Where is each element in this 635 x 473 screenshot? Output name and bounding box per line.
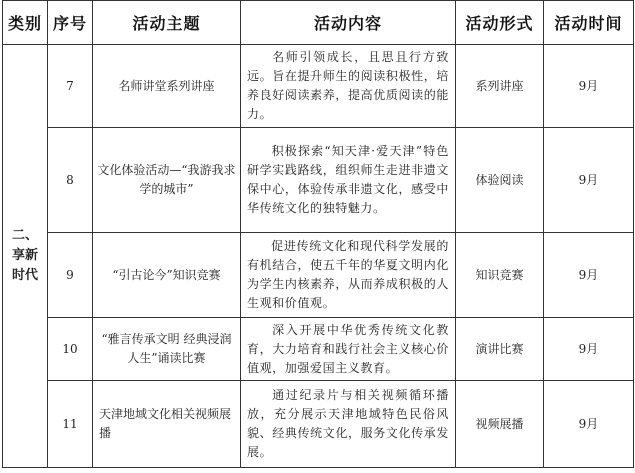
row-theme: 文化体验活动—“我游我求学的城市” <box>93 128 241 233</box>
category-line: 时代 <box>11 268 38 283</box>
row-content-text: 促进传统文化和现代科学发展的有机结合，使五千年的华夏文明内化为学生内核素养，从而养成积极的人生观和价值观。 <box>247 239 449 310</box>
row-time: 9月 <box>544 381 634 468</box>
row-time: 9月 <box>544 128 634 233</box>
row-content-text: 积极探索“知天津·爱天津”特色研学实践路线，组织师生走进非遗文保中心，体验传承非遗文化，感受中华传统文化的独特魅力。 <box>247 144 449 215</box>
row-time: 9月 <box>544 233 634 318</box>
row-content-text: 名师引领成长，且思且行方致远。旨在提升师生的阅读积极性，培养良好阅读素养，提高优质阅读的能力。 <box>247 50 449 121</box>
header-time: 活动时间 <box>544 1 634 45</box>
table-row <box>3 233 634 318</box>
category-line: 享新 <box>11 248 38 263</box>
header-theme: 活动主题 <box>93 1 241 45</box>
category-cell <box>3 45 48 468</box>
category-line: 二、 <box>11 228 38 243</box>
row-theme: “引古论今”知识竞赛 <box>93 233 241 318</box>
row-theme: 名师讲堂系列讲座 <box>93 45 241 128</box>
table-row <box>3 318 634 381</box>
row-form: 演讲比赛 <box>456 318 544 381</box>
row-form: 系列讲座 <box>456 45 544 128</box>
row-content <box>241 381 456 468</box>
row-theme: 天津地域文化相关视频展播 <box>93 381 241 468</box>
row-number: 10 <box>48 318 93 381</box>
row-form: 知识竞赛 <box>456 233 544 318</box>
row-number: 7 <box>48 45 93 128</box>
row-content <box>241 128 456 233</box>
row-time: 9月 <box>544 318 634 381</box>
activity-table-page <box>2 0 633 468</box>
row-theme: “雅言传承文明 经典浸润人生”诵读比赛 <box>93 318 241 381</box>
activity-table <box>2 0 634 468</box>
table-row <box>3 381 634 468</box>
header-form: 活动形式 <box>456 1 544 45</box>
header-row <box>3 1 634 45</box>
row-content <box>241 233 456 318</box>
row-form: 体验阅读 <box>456 128 544 233</box>
row-number: 11 <box>48 381 93 468</box>
row-content-text: 深入开展中华优秀传统文化教育，大力培育和践行社会主义核心价值观，加强爱国主义教育。 <box>247 322 449 375</box>
header-content: 活动内容 <box>241 1 456 45</box>
row-form: 视频展播 <box>456 381 544 468</box>
row-content <box>241 45 456 128</box>
header-category: 类别 <box>3 1 48 45</box>
table-row <box>3 128 634 233</box>
row-content <box>241 318 456 381</box>
table-row <box>3 45 634 128</box>
row-time: 9月 <box>544 45 634 128</box>
header-number: 序号 <box>48 1 93 45</box>
row-content-text: 通过纪录片与相关视频循环播放，充分展示天津地域特色民俗风貌、经典传统文化，服务文化传承发展。 <box>247 388 449 459</box>
row-number: 8 <box>48 128 93 233</box>
row-number: 9 <box>48 233 93 318</box>
